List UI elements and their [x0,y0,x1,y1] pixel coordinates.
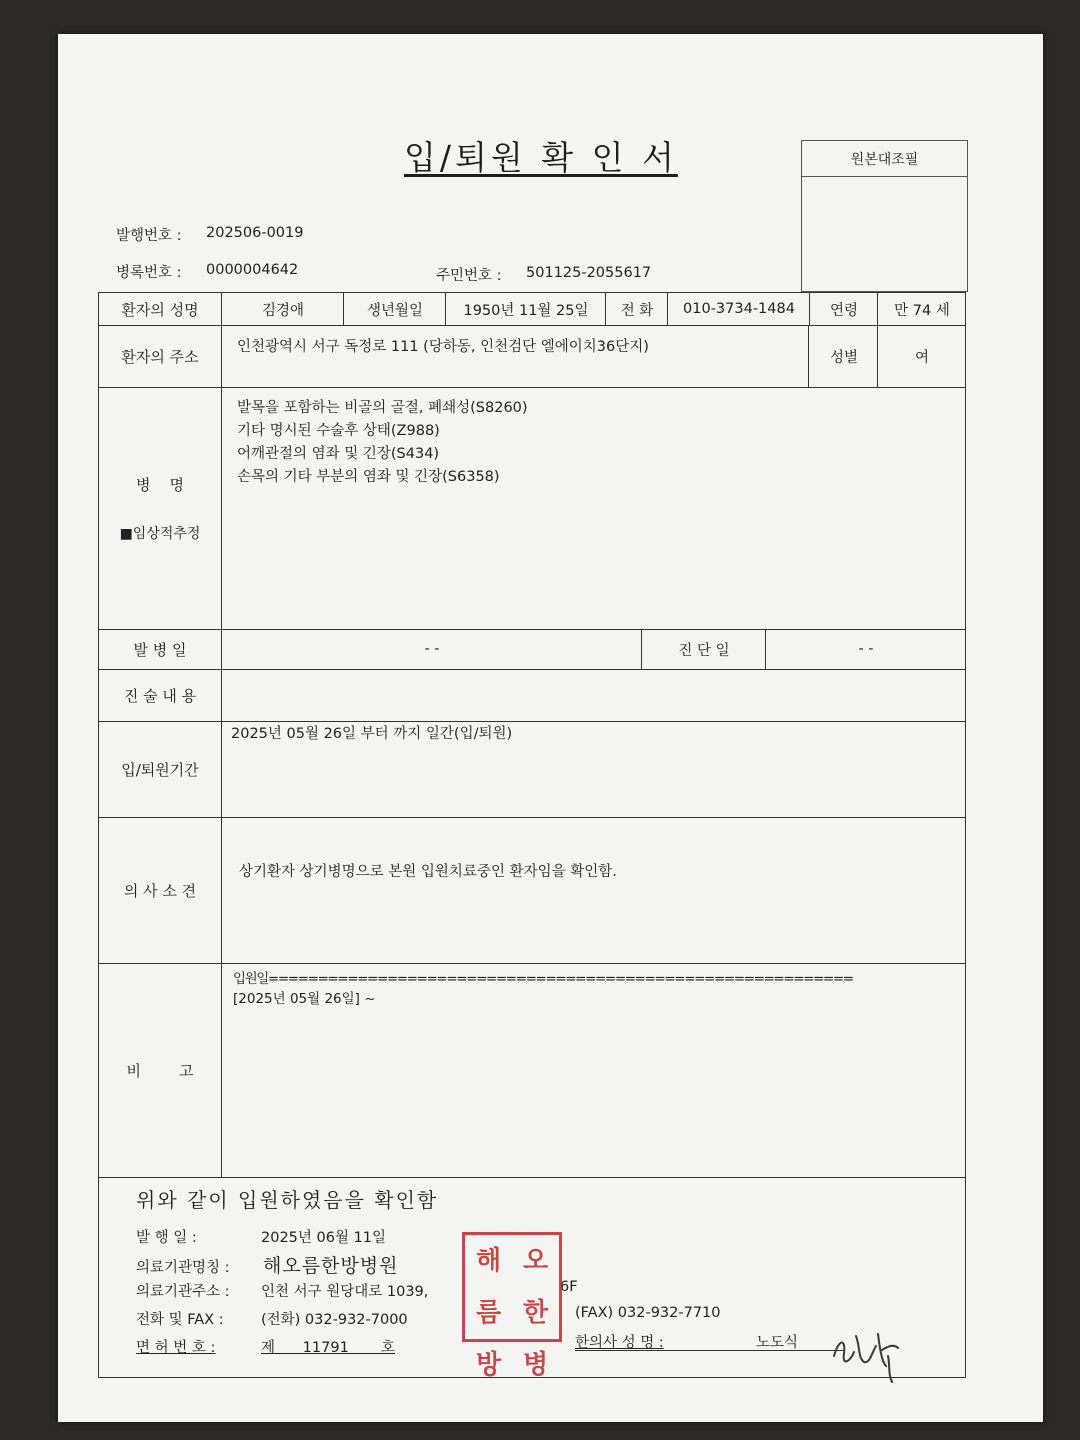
doctor-name: 노도식 [756,1335,799,1351]
patient-address: 인천광역시 서구 독정로 111 (당하동, 인천검단 엘에이치36단지) [223,325,809,387]
original-verification-header: 원본대조필 [802,141,967,177]
issue-number-label: 발행번호 : [116,228,182,244]
patient-name: 김경애 [223,293,344,325]
record-number: 0000004642 [206,262,299,278]
remarks-label: 비 고 [99,963,222,1177]
seal-char: 병 [522,1350,549,1380]
patient-info-row [99,293,965,326]
diagnosis-item: 어깨관절의 염좌 및 긴장(S434) [237,446,440,462]
doctor-opinion-value: 상기환자 상기병명으로 본원 입원치료중인 환자임을 확인함. [239,864,617,880]
remarks-line: [2025년 05월 26일] ~ [233,991,376,1007]
document-title: 입/퇴원 확 인 서 [404,138,678,177]
diagnosis-item: 손목의 기타 부분의 염좌 및 긴장(S6358) [237,469,500,485]
remarks-line: 입원일=========================================================== [233,971,853,987]
admission-period-value: 2025년 05월 26일 부터 까지 일간(입/퇴원) [231,726,513,742]
institution-address-label: 의료기관주소 : [136,1284,230,1300]
statement-label: 진 술 내 용 [99,669,222,721]
institution-address-tail: 6F [560,1279,578,1295]
diagnosis-row [99,387,965,630]
age-label: 연령 [811,293,878,325]
license-label: 면 허 번 호 : [136,1340,216,1356]
patient-name-label: 환자의 성명 [99,293,222,325]
birth-date: 1950년 11월 25일 [447,293,606,325]
institution-label: 의료기관명칭 : [136,1260,230,1276]
doctor-signature [826,1316,906,1386]
diagnosis-date-label: 진 단 일 [643,629,766,669]
seal-char: 한 [522,1298,549,1328]
license-number: 제 11791 호 [261,1340,396,1356]
fax: (FAX) 032-932-7710 [575,1305,721,1321]
seal-char: 방 [475,1350,502,1380]
issue-number: 202506-0019 [206,225,304,241]
address-label: 환자의 주소 [99,325,222,387]
resident-number-label: 주민번호 : [436,268,502,284]
doctor-name-label: 한의사 성 명 : [575,1335,664,1351]
issue-date: 2025년 06월 11일 [261,1230,387,1246]
birth-label: 생년월일 [345,293,446,325]
onset-label: 발 병 일 [99,629,222,669]
diagnosis-date-value: - - [858,641,874,657]
issue-date-label: 발 행 일 : [136,1230,197,1246]
resident-number: 501125-2055617 [526,265,652,281]
doctor-opinion-label: 의 사 소 견 [99,817,222,963]
admission-period-label: 입/퇴원기간 [99,721,222,817]
remarks-content [233,969,853,1009]
clinical-estimate-label: ■임상적추정 [119,525,201,542]
tel-fax-label: 전화 및 FAX : [136,1312,224,1328]
age-value: 만 74 세 [894,302,950,319]
doctor-signature-line [575,1350,845,1351]
sex-label: 성별 [811,325,878,387]
diagnosis-item: 발목을 포함하는 비골의 골절, 폐쇄성(S8260) [237,400,528,416]
onset-value: - - [223,629,642,669]
diagnosis-list [237,397,528,489]
phone-number: 010-3734-1484 [669,293,810,325]
hospital-seal [462,1232,562,1380]
patient-address-row [99,325,965,388]
diagnosis-label-cell [99,387,222,629]
statement-row [99,669,965,722]
onset-row [99,629,965,670]
diagnosis-item: 기타 명시된 수술후 상태(Z988) [237,423,440,439]
record-number-label: 병록번호 : [116,265,182,281]
seal-char: 오 [522,1246,549,1276]
document-paper [58,34,1043,1422]
confirmation-statement: 위와 같이 입원하였음을 확인함 [136,1188,439,1212]
diagnosis-label: 병 명 [135,475,185,494]
seal-char: 해 [475,1246,502,1276]
institution-address: 인천 서구 원당대로 1039, [261,1284,429,1300]
phone-label: 전 화 [607,293,668,325]
seal-char: 름 [475,1298,502,1328]
admission-period-row [99,721,965,818]
remarks-row [99,963,965,1178]
institution-name: 해오름한방병원 [263,1255,399,1277]
original-verification-box [801,140,968,292]
telephone: (전화) 032-932-7000 [261,1312,408,1328]
doctor-opinion-row [99,817,965,964]
confirmation-form-table [98,292,966,1378]
sex-value: 여 [914,349,929,366]
